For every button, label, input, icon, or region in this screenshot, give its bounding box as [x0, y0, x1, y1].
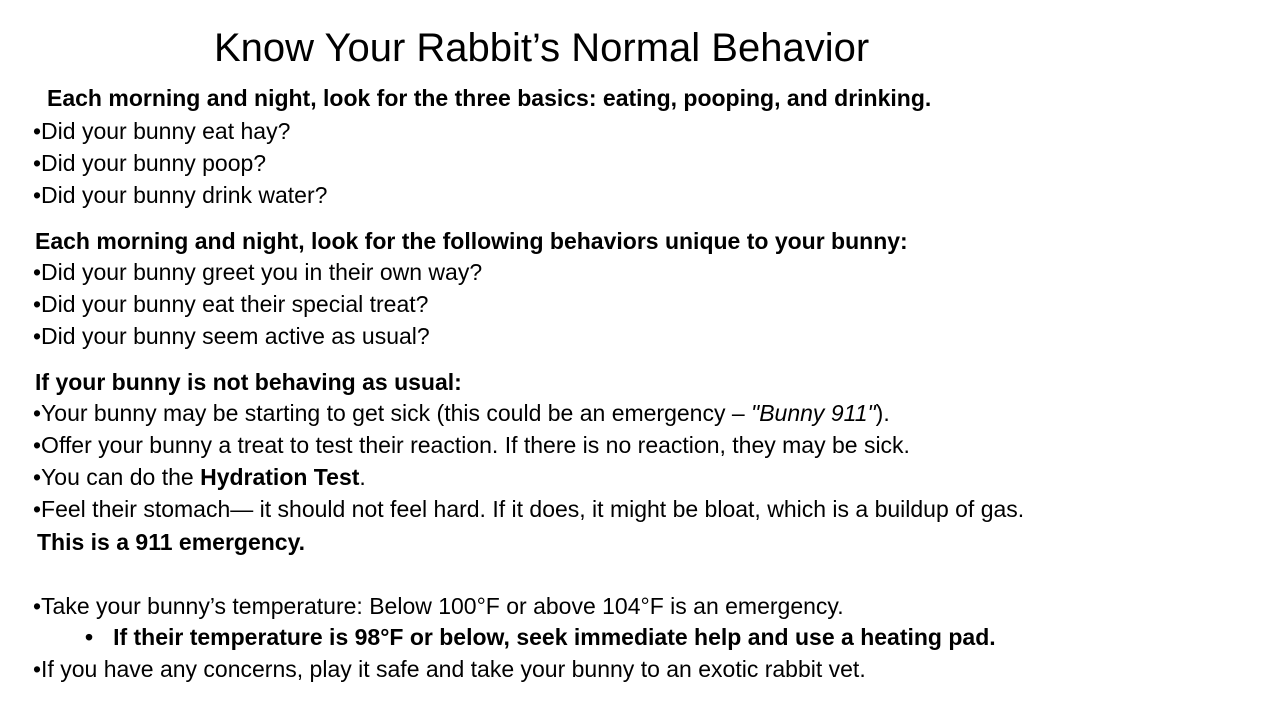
section-1-item-2: •Did your bunny poop? [33, 150, 267, 176]
section-3-item-temperature: •Take your bunny’s temperature: Below 100°F or above 104°F is an emergency. [33, 593, 844, 619]
section-3-heading: If your bunny is not behaving as usual: [35, 369, 462, 395]
hydration-text-start: •You can do the [33, 464, 201, 490]
section-3-item-treat: •Offer your bunny a treat to test their reaction. If there is no reaction, they may be sick. [33, 432, 910, 458]
section-2-item-3: •Did your bunny seem active as usual? [33, 323, 430, 349]
section-3-subitem-98f [85, 623, 996, 651]
emergency-text-end: ). [875, 400, 890, 426]
section-1-item-1: •Did your bunny eat hay? [33, 118, 291, 144]
section-3-item-vet: •If you have any concerns, play it safe and take your bunny to an exotic rabbit vet. [33, 656, 866, 682]
section-3-911-note: This is a 911 emergency. [37, 529, 306, 555]
slide-title: Know Your Rabbit’s Normal Behavior [214, 26, 870, 70]
section-3-item-emergency [33, 399, 890, 427]
hydration-text-end: . [359, 464, 366, 490]
hydration-test-label: Hydration Test [200, 464, 360, 490]
sub-bullet-text: If their temperature is 98°F or below, seek immediate help and use a heating pad. [113, 624, 996, 650]
bunny-911-text: "Bunny 911" [751, 400, 876, 426]
sub-bullet: • [85, 624, 94, 650]
section-1-heading: Each morning and night, look for the three basics: eating, pooping, and drinking. [47, 85, 932, 111]
section-1-item-3: •Did your bunny drink water? [33, 182, 328, 208]
section-2-heading: Each morning and night, look for the following behaviors unique to your bunny: [35, 228, 908, 254]
section-3-item-stomach: •Feel their stomach— it should not feel hard. If it does, it might be bloat, which is a buildup of gas. [33, 496, 1025, 522]
section-3-item-hydration [33, 463, 366, 491]
section-2-item-2: •Did your bunny eat their special treat? [33, 291, 429, 317]
emergency-text-start: •Your bunny may be starting to get sick (this could be an emergency – [33, 400, 752, 426]
section-2-item-1: •Did your bunny greet you in their own way? [33, 259, 483, 285]
